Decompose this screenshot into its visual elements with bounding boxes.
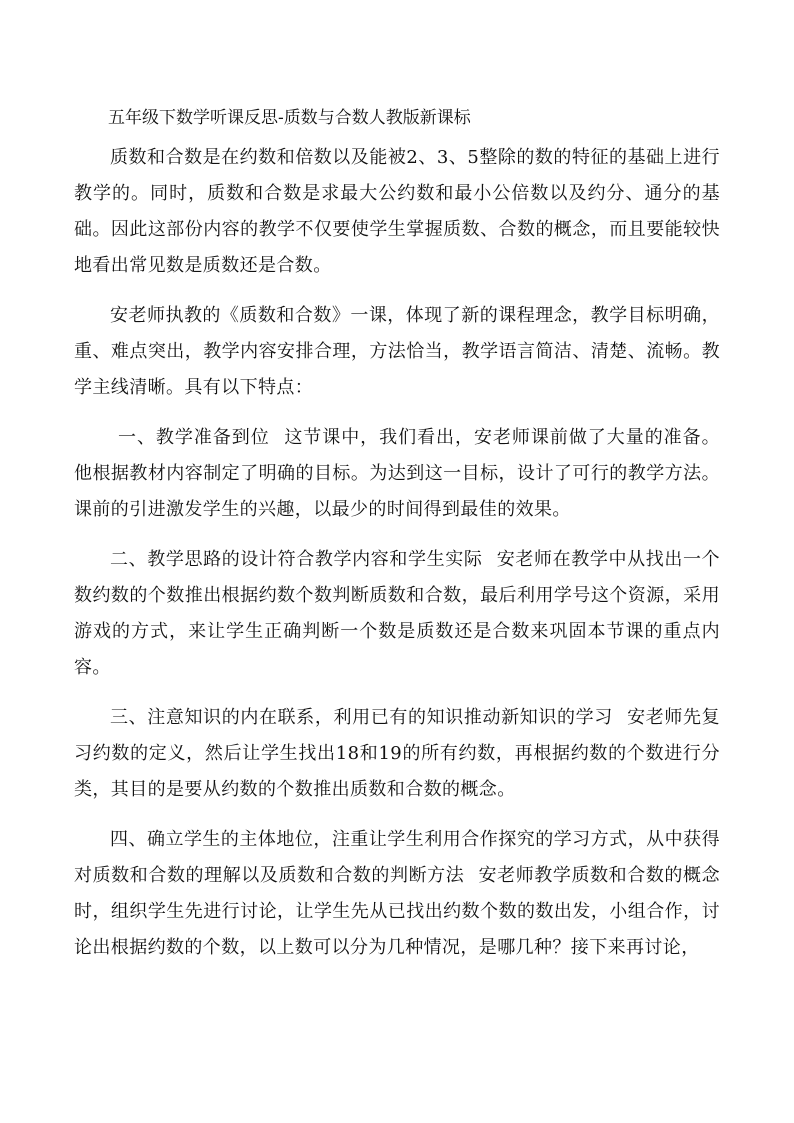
paragraph-5-text: 安老师先复习约数的定义，然后让学生找出18和19的所有约数，再根据约数的个数进行分类，其目的是要从约数的个数推出质数和合数的概念。 — [74, 707, 720, 800]
paragraph-3 — [74, 420, 720, 528]
section-heading-3: 三、注意知识的内在联系，利用已有的知识推动新知识的学习 — [110, 707, 613, 728]
paragraph-4 — [74, 542, 720, 686]
paragraph-6 — [74, 822, 720, 966]
paragraph-2 — [74, 298, 720, 406]
paragraph-1 — [74, 140, 720, 284]
paragraph-3-text: 这节课中，我们看出，安老师课前做了大量的准备。他根据教材内容制定了明确的目标。为达到这一目标，设计了可行的教学方法。课前的引进激发学生的兴趣，以最少的时间得到最佳的效果。 — [74, 427, 721, 520]
paragraph-4-text: 安老师在教学中从找出一个数约数的个数推出根据约数个数判断质数和合数，最后利用学号这个资源，采用游戏的方式，来让学生正确判断一个数是质数还是合数来巩固本节课的重点内容。 — [74, 549, 720, 678]
paragraph-2-text: 安老师执教的《质数和合数》一课，体现了新的课程理念，教学目标明确，重、难点突出，教学内容安排合理，方法恰当，教学语言简洁、清楚、流畅。教学主线清晰。具有以下特点： — [74, 305, 720, 398]
document-body — [74, 100, 720, 966]
section-heading-2: 二、教学思路的设计符合教学内容和学生实际 — [110, 549, 483, 570]
paragraph-6-text: 安老师教学质数和合数的概念时，组织学生先进行讨论，让学生先从已找出约数个数的数出发，小组合作，讨论出根据约数的个数，以上数可以分为几种情况，是哪几种？接下来再讨论， — [74, 865, 721, 958]
document-title: 五年级下数学听课反思-质数与合数人教版新课标 — [108, 108, 471, 128]
section-heading-4: 四、确立学生的主体地位，注重让学生利用合作探究的学习方式，从中获得对质数和合数的理解以及质数和合数的判断方法 — [74, 829, 720, 886]
paragraph-1-text: 质数和合数是在约数和倍数以及能被2、3、5整除的数的特征的基础上进行教学的。同时，质数和合数是求最大公约数和最小公倍数以及约分、通分的基础。因此这部份内容的教学不仅要使学生掌握质数、合数的概念，而且要能较快地看出常见数是质数还是合数。 — [74, 147, 720, 276]
paragraph-5 — [74, 700, 720, 808]
section-heading-1: 一、教学准备到位 — [118, 427, 270, 448]
